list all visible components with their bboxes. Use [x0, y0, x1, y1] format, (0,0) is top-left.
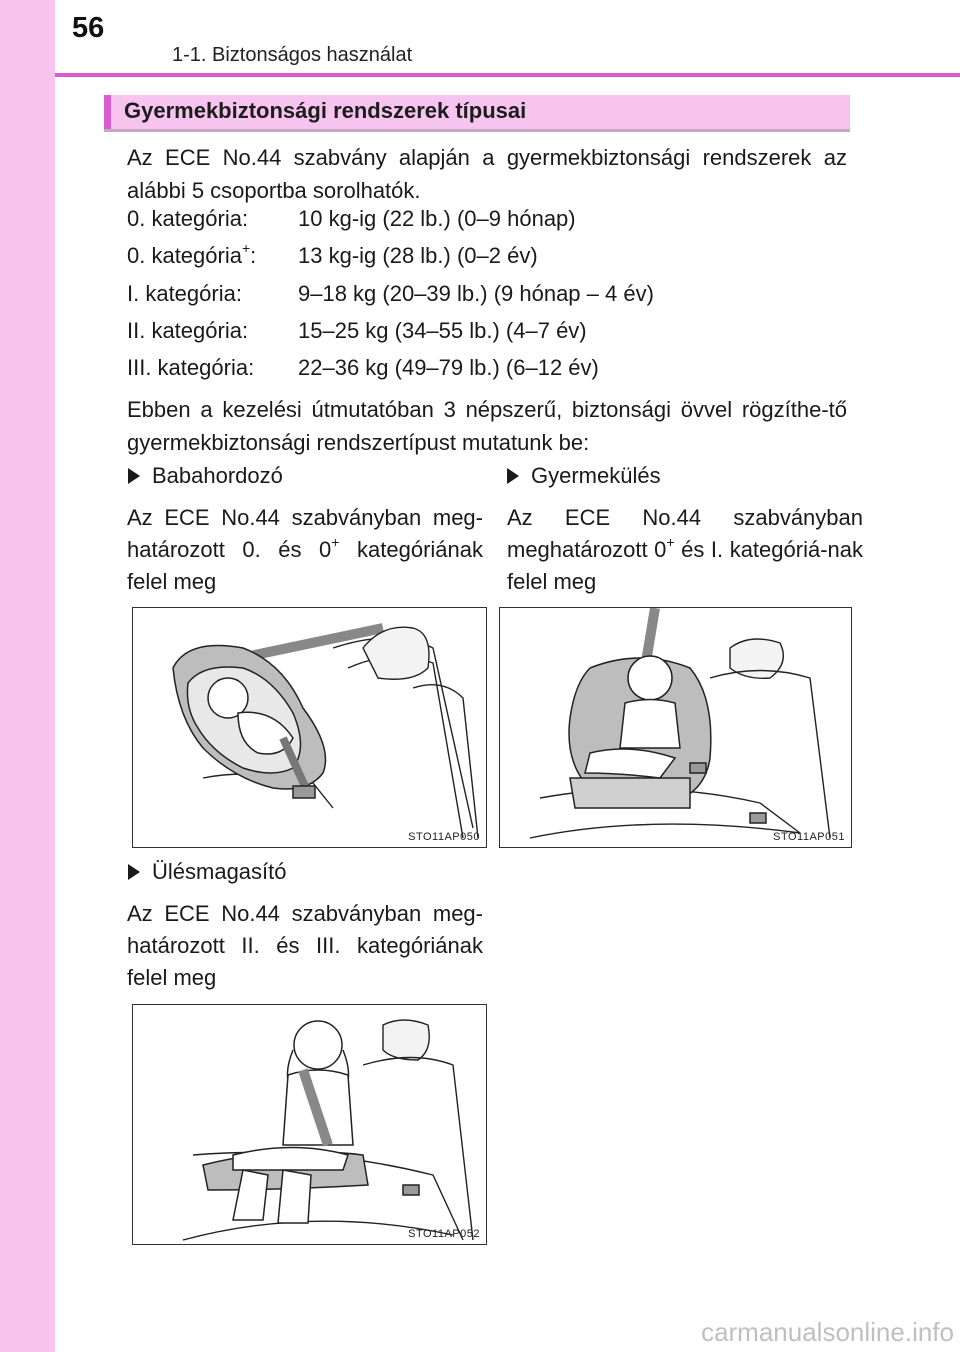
category-value: 10 kg-ig (22 lb.) (0–9 hónap) [298, 206, 576, 231]
type-description: Az ECE No.44 szabványban meghatározott 0+ és I. kategóriá-nak felel meg [507, 505, 863, 594]
category-row [127, 318, 847, 348]
section-title: Gyermekbiztonsági rendszerek típusai [124, 98, 527, 123]
category-row [127, 355, 847, 385]
category-label: 0. kategória+: [127, 239, 257, 268]
booster-seat-drawing [133, 1005, 486, 1244]
type-description: Az ECE No.44 szabványban meg-határozott 0. és 0+ kategóriának felel meg [127, 505, 483, 594]
category-row [127, 281, 847, 311]
type-heading-child-seat: Gyermekülés [507, 463, 661, 489]
child-seat-drawing [500, 608, 851, 847]
category-value: 22–36 kg (49–79 lb.) (6–12 év) [298, 355, 599, 380]
category-value: 13 kg-ig (28 lb.) (0–2 év) [298, 243, 538, 268]
category-label: III. kategória: [127, 355, 255, 380]
category-value: 9–18 kg (20–39 lb.) (9 hónap – 4 év) [298, 281, 654, 306]
category-label: I. kategória: [127, 281, 242, 306]
triangle-bullet-icon [128, 468, 140, 484]
figure-code: STO11AP052 [408, 1228, 480, 1240]
type-heading-booster-seat: Ülésmagasító [128, 859, 287, 885]
intro-paragraph: Az ECE No.44 szabvány alapján a gyermekbiztonsági rendszerek az alábbi 5 csoportba sorolhatók. [127, 145, 847, 203]
running-head: 1-1. Biztonságos használat [172, 44, 413, 66]
infant-carrier-illustration [132, 607, 487, 848]
category-value: 15–25 kg (34–55 lb.) (4–7 év) [298, 318, 587, 343]
category-row [127, 206, 847, 236]
triangle-bullet-icon [507, 468, 519, 484]
header-rule [55, 73, 960, 77]
infant-carrier-drawing [133, 608, 486, 847]
type-heading-infant-carrier: Babahordozó [128, 463, 283, 489]
child-seat-illustration [499, 607, 852, 848]
booster-seat-illustration [132, 1004, 487, 1245]
figure-code: STO11AP051 [773, 831, 845, 843]
section-heading-box [104, 95, 850, 132]
category-label: 0. kategória: [127, 206, 249, 231]
side-color-band [0, 0, 55, 1352]
category-row [127, 239, 847, 273]
outro-paragraph: Ebben a kezelési útmutatóban 3 népszerű, biztonsági övvel rögzíthe-tő gyermekbiztonsági rendszertípust mutatunk be: [127, 397, 847, 455]
category-label: II. kategória: [127, 318, 249, 343]
type-description: Az ECE No.44 szabványban meg-határozott II. és III. kategóriának felel meg [127, 901, 483, 990]
footer-watermark: carmanualsonline.info [701, 1317, 954, 1347]
triangle-bullet-icon [128, 864, 140, 880]
page-number: 56 [72, 12, 105, 44]
figure-code: STO11AP050 [408, 831, 480, 843]
